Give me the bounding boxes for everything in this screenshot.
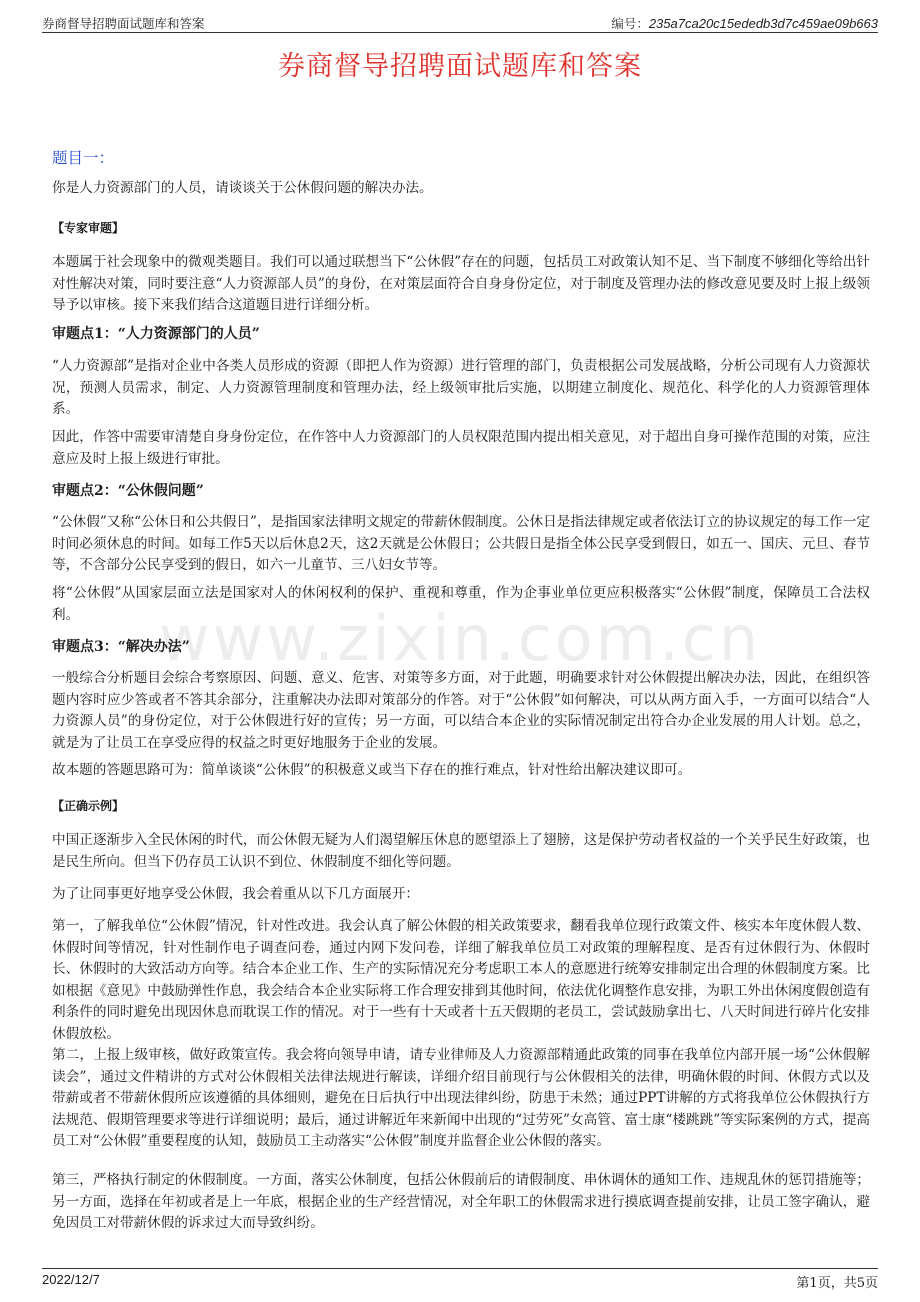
page-prefix: 第 xyxy=(796,1276,810,1291)
review-point-3-paragraph-2: 故本题的答题思路可为：简单谈谈“公休假”的积极意义或当下存在的推行难点，针对性给出解决建议即可。 xyxy=(52,762,692,778)
review-point-2-paragraph-1: “公休假”又称“公休日和公共假日”，是指国家法律明文规定的带薪休假制度。公休日是指法律规定或者依法订立的协议规定的每工作一定时间必须休息的时间。如每工作5天以后休息2天，这2天就是公休假日；公共假日是指全体公民享受到假日，如五一、国庆、元旦、春节等，不含部分公民享受到的假日，如六一儿童节、三八妇女节等。 xyxy=(52,514,870,573)
example-paragraph-4: 第二，上报上级审核，做好政策宣传。我会将向领导申请，请专业律师及人力资源部精通此政策的同事在我单位内部开展一场“公休假解读会”，通过文件精讲的方式对公休假相关法律法规进行解读，详细介绍目前现行与公休假相关的法律，明确休假的时间、休假方式以及带薪或者不带薪休假所应该遵循的具体细则，避免在日后执行中出现法律纠纷，防患于未然；通过PPT讲解的方式将我单位公休假执行方法规范、假期管理要求等进行详细说明；最后，通过讲解近年来新闻中出现的“过劳死”女高管、富士康“楼跳跳”等实际案例的方式，提高员工对“公休假”重要程度的认知，鼓励员工主动落实“公休假”制度并监督企业公休假的落实。 xyxy=(52,1047,870,1149)
expert-intro-paragraph: 本题属于社会现象中的微观类题目。我们可以通过联想当下“公休假”存在的问题，包括员工对政策认知不足、当下制度不够细化等给出针对性解决对策，同时要注意“人力资源部人员”的身份，在对策层面符合自身身份定位，对于制度及管理办法的修改意见要及时上报上级领导予以审核。接下来我们结合这道题目进行详细分析。 xyxy=(52,254,870,313)
question-text: 你是人力资源部门的人员，请谈谈关于公休假问题的解决办法。 xyxy=(52,180,433,196)
page-middle: 页，共 xyxy=(817,1276,857,1291)
question-label: 题目一： xyxy=(52,149,115,167)
review-point-1-heading: 审题点1：“人力资源部门的人员” xyxy=(52,326,260,342)
review-point-2-paragraph-2: 将“公休假”从国家层面立法是国家对人的休闲权利的保护、重视和尊重，作为企事业单位更应积极落实“公休假”制度，保障员工合法权利。 xyxy=(52,585,870,623)
page-total: 5 xyxy=(856,1276,865,1291)
example-paragraph-5: 第三，严格执行制定的休假制度。一方面，落实公休制度，包括公休假前后的请假制度、串休调休的通知工作、违规乱休的惩罚措施等；另一方面，选择在年初或者是上一年底，根据企业的生产经营情况，对全年职工的休假需求进行摸底调查提前安排，让员工签字确认，避免因员工对带薪休假的诉求过大而导致纠纷。 xyxy=(52,1172,870,1231)
doc-code-label: 编号： xyxy=(611,16,649,31)
page-suffix: 页 xyxy=(864,1276,878,1291)
page-footer xyxy=(42,1268,878,1291)
review-point-1-paragraph-1: “人力资源部”是指对企业中各类人员形成的资源（即把人作为资源）进行管理的部门，负责根据公司发展战略，分析公司现有人力资源状况，预测人员需求，制定、人力资源管理制度和管理办法，经上级领审批后实施，以期建立制度化、规范化、科学化的人力资源管理体系。 xyxy=(52,358,870,417)
header-doc-name: 券商督导招聘面试题库和答案 xyxy=(42,16,205,31)
document-title: 券商督导招聘面试题库和答案 xyxy=(278,51,642,82)
review-point-3-paragraph-1: 一般综合分析题目会综合考察原因、问题、意义、危害、对策等多方面，对于此题，明确要求针对公休假提出解决办法，因此，在组织答题内容时应少答或者不答其余部分，注重解决办法即对策部分的作答。对于“公休假”如何解决，可以从两方面入手，一方面可以结合“人力资源人员”的身份定位，对于公休假进行好的宣传；另一方面，可以结合本企业的实际情况制定出符合办企业发展的用人计划。总之，就是为了让员工在享受应得的权益之时更好地服务于企业的发展。 xyxy=(52,670,870,751)
doc-code-value: 235a7ca20c15ededb3d7c459ae09b663 xyxy=(648,16,878,31)
example-paragraph-3: 第一，了解我单位“公休假”情况，针对性改进。我会认真了解公休假的相关政策要求，翻看我单位现行政策文件、核实本年度休假人数、休假时间等情况，针对性制作电子调查问卷，通过内网下发问卷，详细了解我单位员工对政策的理解程度、是否有过休假行为、休假时长、休假时的大致活动方向等。结合本企业工作、生产的实际情况充分考虑职工本人的意愿进行统筹安排制定出合理的休假制度方案。比如根据《意见》中鼓励弹性作息，我会结合本企业实际将工作合理安排到其他时间，依法优化调整作息安排，为职工外出休闲度假创造有利条件的同时避免出现因休息而耽误工作的情况。对于一些有十天或者十五天假期的老员工，尝试鼓励拿出七、八天时间进行碎片化安排休假放松。 xyxy=(52,918,870,1042)
review-point-2-heading: 审题点2：“公休假问题” xyxy=(52,483,204,499)
page-indicator xyxy=(796,1272,878,1291)
expert-review-tag: 【专家审题】 xyxy=(52,221,125,235)
review-point-1-paragraph-2: 因此，作答中需要审清楚自身身份定位，在作答中人力资源部门的人员权限范围内提出相关意见，对于超出自身可操作范围的对策，应注意应及时上报上级进行审批。 xyxy=(52,429,870,467)
page-header xyxy=(42,12,878,33)
header-doc-code xyxy=(611,14,878,32)
watermark: www.zixin.com.cn xyxy=(158,602,762,675)
footer-date: 2022/12/7 xyxy=(42,1272,100,1287)
review-point-3-heading: 审题点3：“解决办法” xyxy=(52,639,190,655)
example-paragraph-1: 中国正逐渐步入全民休闲的时代，而公休假无疑为人们渴望解压休息的愿望添上了翅膀，这是保护劳动者权益的一个关乎民生好政策，也是民生所向。但当下仍存员工认识不到位、休假制度不细化等问题。 xyxy=(52,832,870,870)
example-paragraph-2: 为了让同事更好地享受公休假，我会着重从以下几方面展开： xyxy=(52,886,420,902)
page-current: 1 xyxy=(809,1276,818,1291)
correct-example-tag: 【正确示例】 xyxy=(52,799,125,813)
